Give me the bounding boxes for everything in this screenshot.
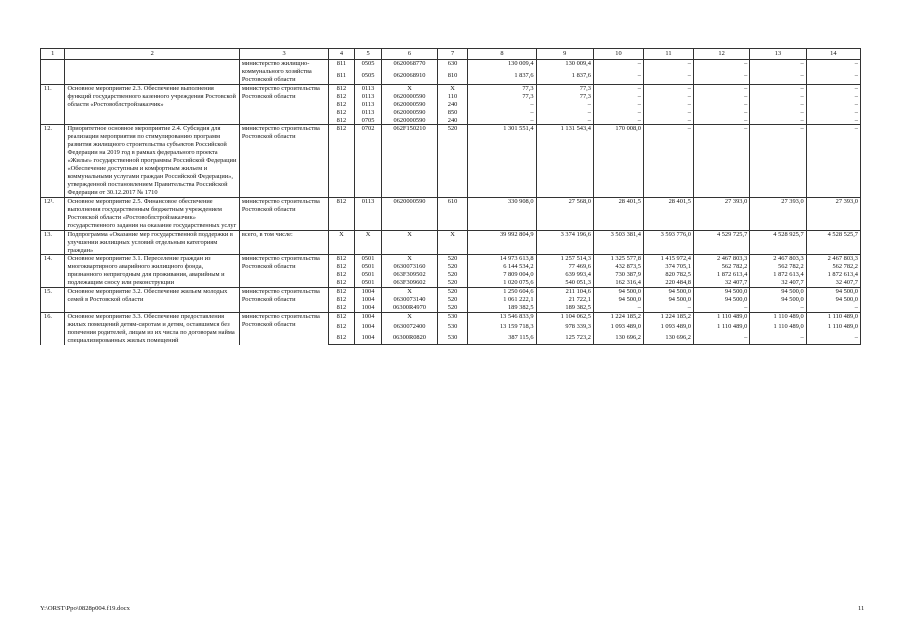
target-article: 0620068770 xyxy=(382,59,437,71)
value-2019: 1 104 062,5 xyxy=(536,313,593,324)
executor: министерство строительства Ростовской области xyxy=(239,84,328,125)
section-code: 0113 xyxy=(354,109,382,117)
expense-type: 110 xyxy=(437,93,468,101)
measure-description: Основное мероприятие 3.2. Обеспечение жильем молодых семей в Ростовской области xyxy=(65,288,239,313)
gov-code: 811 xyxy=(329,59,355,71)
total-value: 1 250 604,6 xyxy=(468,288,536,296)
total-value: 6 144 534,2 xyxy=(468,263,536,271)
document-page xyxy=(40,48,861,345)
value-2019: 1 837,6 xyxy=(536,72,593,84)
value-2021: 220 484,8 xyxy=(643,279,693,287)
target-article: X xyxy=(382,84,437,92)
target-article: 062F150210 xyxy=(382,125,437,197)
target-article: 0620000590 xyxy=(382,197,437,230)
measure-description: Подпрограмма «Оказание мер государственной поддержки в улучшении жилищных условий отдельным категориям граждан» xyxy=(65,230,239,255)
gov-code: 812 xyxy=(329,263,355,271)
header-cell: 10 xyxy=(593,49,643,60)
header-cell: 7 xyxy=(437,49,468,60)
executor: министерство строительства Ростовской области xyxy=(239,255,328,288)
value-2021: 28 401,5 xyxy=(643,197,693,230)
total-value: 1 020 075,6 xyxy=(468,279,536,287)
row-number: 12¹. xyxy=(41,197,65,230)
value-2023: – xyxy=(750,101,806,109)
value-2019: 27 568,0 xyxy=(536,197,593,230)
target-article: X xyxy=(382,230,437,255)
value-2022: 32 407,7 xyxy=(693,279,749,287)
gov-code: 812 xyxy=(329,288,355,296)
target-article: 0620000590 xyxy=(382,101,437,109)
value-2022: – xyxy=(693,84,749,92)
value-2021: – xyxy=(643,84,693,92)
header-cell: 2 xyxy=(65,49,239,60)
section-code: 1004 xyxy=(354,296,382,304)
expense-type: 850 xyxy=(437,109,468,117)
row-number: 14. xyxy=(41,255,65,288)
value-2019: – xyxy=(536,109,593,117)
section-code: 0501 xyxy=(354,279,382,287)
value-2020: 162 316,4 xyxy=(593,279,643,287)
value-2019: 211 104,6 xyxy=(536,288,593,296)
total-value: 387 115,6 xyxy=(468,334,536,345)
gov-code: 811 xyxy=(329,72,355,84)
total-value: 1 301 551,4 xyxy=(468,125,536,197)
expense-type: 520 xyxy=(437,255,468,263)
table-row xyxy=(41,59,861,71)
executor: всего, в том числе: xyxy=(239,230,328,255)
total-value: 14 973 613,8 xyxy=(468,255,536,263)
section-code: 0113 xyxy=(354,101,382,109)
value-2021: 1 224 185,2 xyxy=(643,313,693,324)
value-2021: – xyxy=(643,93,693,101)
value-2020: 94 500,0 xyxy=(593,296,643,304)
section-code: 0505 xyxy=(354,59,382,71)
value-2024: 27 393,0 xyxy=(806,197,860,230)
table-row xyxy=(41,313,861,324)
value-2024: – xyxy=(806,109,860,117)
header-cell: 5 xyxy=(354,49,382,60)
value-2022: 1 110 489,0 xyxy=(693,323,749,333)
executor: министерство строительства Ростовской области xyxy=(239,288,328,313)
table-row xyxy=(41,230,861,255)
target-article: 063F309602 xyxy=(382,279,437,287)
value-2021: – xyxy=(643,304,693,312)
value-2020: – xyxy=(593,59,643,71)
value-2023: – xyxy=(750,304,806,312)
expense-type: 520 xyxy=(437,279,468,287)
gov-code: 812 xyxy=(329,125,355,197)
value-2023: – xyxy=(750,72,806,84)
header-cell: 1 xyxy=(41,49,65,60)
header-cell: 6 xyxy=(382,49,437,60)
value-2020: 3 503 381,4 xyxy=(593,230,643,255)
target-article: X xyxy=(382,255,437,263)
value-2021: – xyxy=(643,109,693,117)
section-code: 1004 xyxy=(354,304,382,312)
gov-code: 812 xyxy=(329,304,355,312)
value-2022: – xyxy=(693,117,749,125)
row-number: 16. xyxy=(41,313,65,345)
section-code: 0505 xyxy=(354,72,382,84)
value-2019: 77,3 xyxy=(536,84,593,92)
value-2020: 1 224 185,2 xyxy=(593,313,643,324)
gov-code: 812 xyxy=(329,313,355,324)
gov-code: 812 xyxy=(329,323,355,333)
gov-code: 812 xyxy=(329,334,355,345)
section-code: 1004 xyxy=(354,313,382,324)
target-article: 0620000590 xyxy=(382,117,437,125)
value-2020: – xyxy=(593,72,643,84)
value-2022: 562 782,2 xyxy=(693,263,749,271)
gov-code: 812 xyxy=(329,255,355,263)
expense-type: 520 xyxy=(437,125,468,197)
expense-type: 810 xyxy=(437,72,468,84)
target-article: X xyxy=(382,313,437,324)
measure-description xyxy=(65,59,239,84)
page-number: 11 xyxy=(858,605,865,612)
measure-description: Основное мероприятие 3.3. Обеспечение предоставления жилых помещений детям-сиротам и детям, оставшимся без попечения родителей, лицам из их числа по договорам найма специализированных жилых помещений xyxy=(65,313,239,345)
expense-type: X xyxy=(437,84,468,92)
value-2023: 32 407,7 xyxy=(750,279,806,287)
total-value: 1 061 222,1 xyxy=(468,296,536,304)
gov-code: 812 xyxy=(329,296,355,304)
value-2020: 1 093 489,0 xyxy=(593,323,643,333)
value-2024: 2 467 803,3 xyxy=(806,255,860,263)
value-2022: 2 467 803,3 xyxy=(693,255,749,263)
header-cell: 13 xyxy=(750,49,806,60)
table-row xyxy=(41,197,861,230)
value-2022: 1 872 613,4 xyxy=(693,271,749,279)
expense-type: 240 xyxy=(437,117,468,125)
section-code: 1004 xyxy=(354,323,382,333)
value-2023: 4 528 925,7 xyxy=(750,230,806,255)
value-2023: – xyxy=(750,334,806,345)
expense-type: 530 xyxy=(437,313,468,324)
value-2020: 1 325 577,8 xyxy=(593,255,643,263)
value-2021: – xyxy=(643,117,693,125)
section-code: 0113 xyxy=(354,84,382,92)
value-2021: – xyxy=(643,59,693,71)
gov-code: 812 xyxy=(329,271,355,279)
value-2020: – xyxy=(593,109,643,117)
gov-code: 812 xyxy=(329,197,355,230)
header-cell: 11 xyxy=(643,49,693,60)
expense-type: 520 xyxy=(437,271,468,279)
row-number: 15. xyxy=(41,288,65,313)
header-cell: 8 xyxy=(468,49,536,60)
value-2019: 540 051,3 xyxy=(536,279,593,287)
value-2021: 3 593 776,0 xyxy=(643,230,693,255)
value-2022: – xyxy=(693,93,749,101)
value-2024: 1 110 489,0 xyxy=(806,313,860,324)
total-value: – xyxy=(468,109,536,117)
target-article: 0630072400 xyxy=(382,323,437,333)
value-2022: 94 500,0 xyxy=(693,288,749,296)
value-2019: 1 257 514,3 xyxy=(536,255,593,263)
value-2021: 1 093 489,0 xyxy=(643,323,693,333)
section-code: 0113 xyxy=(354,197,382,230)
value-2024: 562 782,2 xyxy=(806,263,860,271)
value-2022: – xyxy=(693,59,749,71)
value-2022: 1 110 489,0 xyxy=(693,313,749,324)
section-code: 1004 xyxy=(354,334,382,345)
value-2019: – xyxy=(536,117,593,125)
row-number: 12. xyxy=(41,125,65,197)
value-2022: 27 393,0 xyxy=(693,197,749,230)
value-2022: 94 500,0 xyxy=(693,296,749,304)
gov-code: 812 xyxy=(329,279,355,287)
value-2020: – xyxy=(593,101,643,109)
section-code: 0705 xyxy=(354,117,382,125)
expense-type: 520 xyxy=(437,288,468,296)
value-2021: 1 415 972,4 xyxy=(643,255,693,263)
total-value: 13 546 833,9 xyxy=(468,313,536,324)
value-2020: – xyxy=(593,84,643,92)
value-2021: – xyxy=(643,72,693,84)
value-2020: 170 008,0 xyxy=(593,125,643,197)
value-2020: 28 401,5 xyxy=(593,197,643,230)
target-article: 0620000590 xyxy=(382,109,437,117)
value-2023: 94 500,0 xyxy=(750,288,806,296)
value-2023: 562 782,2 xyxy=(750,263,806,271)
value-2024: – xyxy=(806,125,860,197)
value-2019: 77 469,6 xyxy=(536,263,593,271)
header-row xyxy=(41,49,861,60)
value-2021: 94 500,0 xyxy=(643,288,693,296)
value-2019: 639 993,4 xyxy=(536,271,593,279)
value-2021: – xyxy=(643,101,693,109)
value-2024: – xyxy=(806,84,860,92)
value-2022: – xyxy=(693,125,749,197)
gov-code: 812 xyxy=(329,117,355,125)
value-2022: 4 529 725,7 xyxy=(693,230,749,255)
value-2024: 32 407,7 xyxy=(806,279,860,287)
total-value: 7 809 004,0 xyxy=(468,271,536,279)
value-2019: – xyxy=(536,101,593,109)
value-2019: 189 382,5 xyxy=(536,304,593,312)
value-2023: 94 500,0 xyxy=(750,296,806,304)
table-row xyxy=(41,84,861,92)
value-2020: – xyxy=(593,117,643,125)
value-2024: – xyxy=(806,72,860,84)
expense-type: 630 xyxy=(437,59,468,71)
total-value: – xyxy=(468,117,536,125)
value-2022: – xyxy=(693,72,749,84)
value-2024: 4 528 525,7 xyxy=(806,230,860,255)
total-value: 13 159 718,3 xyxy=(468,323,536,333)
value-2022: – xyxy=(693,334,749,345)
section-code: 1004 xyxy=(354,288,382,296)
gov-code: 812 xyxy=(329,93,355,101)
target-article: 0620000590 xyxy=(382,93,437,101)
value-2023: 1 110 489,0 xyxy=(750,313,806,324)
value-2023: – xyxy=(750,109,806,117)
section-code: 0501 xyxy=(354,263,382,271)
target-article: 06300R4970 xyxy=(382,304,437,312)
header-cell: 4 xyxy=(329,49,355,60)
header-cell: 14 xyxy=(806,49,860,60)
value-2024: – xyxy=(806,334,860,345)
expense-type: 520 xyxy=(437,296,468,304)
value-2023: 1 110 489,0 xyxy=(750,323,806,333)
total-value: 77,3 xyxy=(468,93,536,101)
value-2022: – xyxy=(693,101,749,109)
expense-type: 530 xyxy=(437,334,468,345)
section-code: 0501 xyxy=(354,255,382,263)
value-2019: 130 009,4 xyxy=(536,59,593,71)
value-2023: – xyxy=(750,59,806,71)
value-2024: 94 500,0 xyxy=(806,288,860,296)
value-2019: 1 131 543,4 xyxy=(536,125,593,197)
section-code: 0501 xyxy=(354,271,382,279)
target-article: 0630073160 xyxy=(382,263,437,271)
total-value: 77,3 xyxy=(468,84,536,92)
measure-description: Приоритетное основное мероприятие 2.4. Субсидия для реализации мероприятия по стимулированию программ развития жилищного строительства субъектов Российской Федерации на 2019 год в рамках федерального проекта «Жилье» государственной программы Российской Федерации «Обеспечение доступным и комфортным жильем и коммунальными услугами граждан Российской Федерации», утвержденной постановлением Правительства Российской Федерации от 30.12.2017 № 1710 xyxy=(65,125,239,197)
gov-code: 812 xyxy=(329,84,355,92)
value-2023: 2 467 803,3 xyxy=(750,255,806,263)
value-2021: 130 696,2 xyxy=(643,334,693,345)
value-2024: 1 872 613,4 xyxy=(806,271,860,279)
budget-table xyxy=(40,48,861,345)
value-2020: 94 500,0 xyxy=(593,288,643,296)
value-2023: – xyxy=(750,117,806,125)
table-row xyxy=(41,125,861,197)
expense-type: 610 xyxy=(437,197,468,230)
header-cell: 9 xyxy=(536,49,593,60)
gov-code: X xyxy=(329,230,355,255)
value-2020: 130 696,2 xyxy=(593,334,643,345)
value-2020: 432 873,5 xyxy=(593,263,643,271)
total-value: 130 009,4 xyxy=(468,59,536,71)
total-value: 39 992 804,9 xyxy=(468,230,536,255)
value-2020: – xyxy=(593,93,643,101)
target-article: 0630073140 xyxy=(382,296,437,304)
value-2021: 94 500,0 xyxy=(643,296,693,304)
value-2023: – xyxy=(750,93,806,101)
value-2019: 21 722,1 xyxy=(536,296,593,304)
value-2022: – xyxy=(693,109,749,117)
total-value: 330 908,0 xyxy=(468,197,536,230)
measure-description: Основное мероприятие 2.3. Обеспечение выполнения функций государственного казенного учреждения Ростовской области «Ростовоблстройзаказчик» xyxy=(65,84,239,125)
measure-description: Основное мероприятие 3.1. Переселение граждан из многоквартирного аварийного жилищного фонда, признанного непригодным для проживания, аварийным и подлежащим сносу или реконструкции xyxy=(65,255,239,288)
value-2021: 374 705,1 xyxy=(643,263,693,271)
gov-code: 812 xyxy=(329,109,355,117)
value-2024: – xyxy=(806,117,860,125)
value-2021: – xyxy=(643,125,693,197)
value-2019: 77,3 xyxy=(536,93,593,101)
value-2024: – xyxy=(806,101,860,109)
expense-type: 530 xyxy=(437,323,468,333)
total-value: 1 837,6 xyxy=(468,72,536,84)
gov-code: 812 xyxy=(329,101,355,109)
value-2024: – xyxy=(806,93,860,101)
executor: министерство строительства Ростовской области xyxy=(239,125,328,197)
row-number xyxy=(41,59,65,84)
value-2023: – xyxy=(750,125,806,197)
executor: министерство строительства Ростовской области xyxy=(239,313,328,345)
value-2024: – xyxy=(806,304,860,312)
value-2023: – xyxy=(750,84,806,92)
target-article: 063F309502 xyxy=(382,271,437,279)
value-2024: 94 500,0 xyxy=(806,296,860,304)
expense-type: 520 xyxy=(437,304,468,312)
value-2022: – xyxy=(693,304,749,312)
value-2020: – xyxy=(593,304,643,312)
executor: министерство жилищно-коммунального хозяйства Ростовской области xyxy=(239,59,328,84)
measure-description: Основное мероприятие 2.5. Финансовое обеспечение выполнения государственным бюджетным учреждением Ростовской области «Ростовоблстройзаказчик» государственного задания на оказание государственных услуг xyxy=(65,197,239,230)
header-cell: 3 xyxy=(239,49,328,60)
expense-type: 240 xyxy=(437,101,468,109)
value-2019: 125 723,2 xyxy=(536,334,593,345)
footer-file-path: Y:\ORST\Ppo\0828p004.f19.docx xyxy=(40,605,130,612)
value-2019: 3 374 196,6 xyxy=(536,230,593,255)
expense-type: X xyxy=(437,230,468,255)
target-article: 06300R0820 xyxy=(382,334,437,345)
table-row xyxy=(41,288,861,296)
value-2019: 978 339,3 xyxy=(536,323,593,333)
total-value: – xyxy=(468,101,536,109)
value-2024: – xyxy=(806,59,860,71)
value-2024: 1 110 489,0 xyxy=(806,323,860,333)
executor: министерство строительства Ростовской области xyxy=(239,197,328,230)
total-value: 189 382,5 xyxy=(468,304,536,312)
section-code: 0702 xyxy=(354,125,382,197)
section-code: X xyxy=(354,230,382,255)
section-code: 0113 xyxy=(354,93,382,101)
row-number: 13. xyxy=(41,230,65,255)
row-number: 11. xyxy=(41,84,65,125)
target-article: X xyxy=(382,288,437,296)
header-cell: 12 xyxy=(693,49,749,60)
value-2020: 730 387,9 xyxy=(593,271,643,279)
table-row xyxy=(41,255,861,263)
target-article: 0620068910 xyxy=(382,72,437,84)
value-2023: 1 872 613,4 xyxy=(750,271,806,279)
value-2023: 27 393,0 xyxy=(750,197,806,230)
value-2021: 820 782,5 xyxy=(643,271,693,279)
expense-type: 520 xyxy=(437,263,468,271)
